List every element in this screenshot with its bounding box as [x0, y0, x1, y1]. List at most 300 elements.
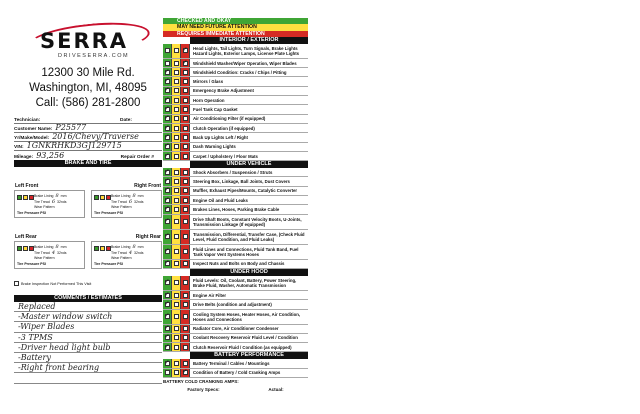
- status-checkbox-red[interactable]: [181, 343, 190, 351]
- check-mark-icon: ✓: [164, 343, 170, 350]
- checkbox-square: [165, 61, 170, 66]
- right-front-box: [91, 190, 162, 218]
- vehicle-info-form: [14, 115, 162, 160]
- status-checkbox-green[interactable]: [163, 44, 172, 58]
- status-checkbox-green[interactable]: [163, 177, 172, 185]
- checkbox-square: [174, 79, 179, 84]
- logo-url: DRIVESERRA.COM: [58, 53, 130, 59]
- 32nds-unit: 32nds: [57, 251, 67, 255]
- status-checkbox-green[interactable]: [163, 196, 172, 204]
- check-mark-icon: ✓: [164, 360, 170, 367]
- status-checkbox-yellow[interactable]: [172, 44, 181, 58]
- checklist-item-label: Condition of Battery / Cold Cranking Amps: [193, 370, 281, 376]
- lf-status-squares: [17, 195, 34, 200]
- status-yellow[interactable]: [100, 195, 105, 200]
- status-checkbox-green[interactable]: [163, 310, 172, 324]
- repair-order-label: Repair Order #: [120, 155, 154, 160]
- check-mark-icon: ✓: [164, 115, 170, 122]
- check-mark-icon: ✓: [164, 218, 170, 225]
- check-mark-icon: ✓: [164, 124, 170, 131]
- tread-label: Tire Tread: [111, 200, 127, 204]
- lr-status-squares: [17, 246, 34, 251]
- status-checkbox-red[interactable]: [181, 124, 190, 132]
- status-checkbox-yellow[interactable]: [172, 133, 181, 141]
- status-checkbox-red[interactable]: [181, 325, 190, 333]
- status-checkbox-yellow[interactable]: [172, 77, 181, 85]
- checkbox-square: [183, 361, 188, 366]
- status-checkbox-green[interactable]: [163, 276, 172, 290]
- status-checkbox-yellow[interactable]: [172, 325, 181, 333]
- checkbox-square: [174, 61, 179, 66]
- check-mark-icon: ✓: [164, 334, 170, 341]
- status-boxes: [163, 310, 190, 324]
- checklist-item: [163, 124, 308, 133]
- vin-label: VIN:: [14, 145, 24, 150]
- legend-red: REQUIRES IMMEDIATE ATTENTION: [163, 31, 308, 37]
- left-front-box: [14, 190, 85, 218]
- lr-psi-label: Tire Pressure PSI: [17, 262, 46, 266]
- checklist-item-label: Inspect Nuts and Bolts on Body and Chassis: [193, 261, 285, 267]
- checkbox-square: [183, 79, 188, 84]
- check-mark-icon: ✓: [164, 168, 170, 175]
- checkbox-square: [174, 293, 179, 298]
- check-mark-icon: ✓: [164, 178, 170, 185]
- check-mark-icon: ✓: [164, 325, 170, 332]
- rf-status-squares: [94, 195, 111, 200]
- checkbox-square: [183, 135, 188, 140]
- checklist-item-label: Mirrors / Glass: [193, 79, 224, 85]
- status-checkbox-red[interactable]: [181, 215, 190, 229]
- left-rear-box: [14, 241, 85, 269]
- checklist-item: [163, 325, 308, 334]
- status-checkbox-red[interactable]: [181, 152, 190, 160]
- status-checkbox-red[interactable]: [181, 291, 190, 299]
- status-checkbox-red[interactable]: [181, 133, 190, 141]
- checklist-item-label: Engine Oil and Fluid Leaks: [193, 197, 248, 203]
- wear-label: Wear Pattern: [34, 256, 55, 260]
- comment-line: [14, 373, 162, 383]
- status-checkbox-yellow[interactable]: [172, 168, 181, 176]
- status-checkbox-yellow[interactable]: [172, 152, 181, 160]
- checkbox-square: [174, 302, 179, 307]
- check-mark-icon: ✓: [164, 87, 170, 94]
- checkbox-square: [183, 170, 188, 175]
- status-boxes: [163, 291, 190, 299]
- checkbox-square: [174, 135, 179, 140]
- status-checkbox-red[interactable]: [181, 205, 190, 213]
- check-mark-icon: ✓: [164, 205, 170, 212]
- comment-line: -Wiper Blades: [14, 322, 162, 332]
- status-boxes: [163, 215, 190, 229]
- status-checkbox-green[interactable]: [163, 124, 172, 132]
- 32nds-unit: 32nds: [134, 200, 144, 204]
- status-boxes: [163, 124, 190, 132]
- check-mark-icon: ✓: [164, 313, 170, 320]
- checklist-item-label: Cooling System Hoses, Heater Hoses, Air Condition, Hoses and Connections: [193, 311, 301, 322]
- status-checkbox-yellow[interactable]: [172, 359, 181, 367]
- checklist-item-label: Fuel Tank Cap Gasket: [193, 107, 238, 113]
- checklist-sections: [163, 37, 308, 378]
- checkbox-square: [183, 107, 188, 112]
- status-checkbox-red[interactable]: [181, 143, 190, 151]
- status-checkbox-red[interactable]: [181, 177, 190, 185]
- front-tire-boxes: [14, 190, 162, 218]
- checklist-item-label: Drive Belts (condition and adjustment): [193, 301, 272, 307]
- check-mark-icon: ✓: [164, 291, 170, 298]
- status-checkbox-green[interactable]: [163, 369, 172, 377]
- status-checkbox-red[interactable]: [181, 68, 190, 76]
- wear-label: Wear Pattern: [111, 205, 132, 209]
- logo-wordmark: SERRA: [40, 29, 129, 53]
- status-checkbox-yellow[interactable]: [172, 230, 181, 244]
- status-checkbox-red[interactable]: [181, 310, 190, 324]
- checkbox-square: [174, 326, 179, 331]
- rr-tread-value: 4: [128, 250, 133, 256]
- checklist-item: [163, 177, 308, 186]
- status-green[interactable]: [17, 195, 22, 200]
- lining-label: Brake Lining: [34, 245, 54, 249]
- mileage-row: [14, 151, 162, 160]
- comment-line: -Right front bearing: [14, 363, 162, 373]
- comments-header: COMMENTS / ESTIMATES: [14, 295, 162, 302]
- status-checkbox-red[interactable]: [181, 276, 190, 290]
- checklist-item-label: Drive Shaft Boots, Constant Velocity Boots, U-Joints, Transmission Linkage (If equipped): [193, 216, 302, 227]
- status-boxes: [163, 68, 190, 76]
- customer-label: Customer Name:: [14, 127, 53, 132]
- checkbox-square: [183, 144, 188, 149]
- status-boxes: [163, 44, 190, 58]
- status-checkbox-green[interactable]: [163, 77, 172, 85]
- status-checkbox-green[interactable]: [163, 300, 172, 308]
- tread-label: Tire Tread: [34, 200, 50, 204]
- check-mark-icon: ✓: [164, 260, 170, 267]
- section-header: UNDER VEHICLE: [190, 161, 308, 168]
- checklist-item: [163, 300, 308, 309]
- vin-value: 1GNKRHKD3GJ129715: [26, 141, 122, 150]
- status-checkbox-red[interactable]: [181, 77, 190, 85]
- status-boxes: [163, 334, 190, 342]
- status-checkbox-yellow[interactable]: [172, 260, 181, 268]
- checkbox-square: [183, 188, 188, 193]
- rr-wear-row: [111, 256, 132, 260]
- status-checkbox-yellow[interactable]: [172, 291, 181, 299]
- rr-lining-value: 8: [132, 244, 136, 250]
- status-boxes: [163, 205, 190, 213]
- left-front-label: Left Front: [15, 183, 39, 189]
- check-mark-icon: ✓: [164, 300, 170, 307]
- actual-label: Actual:: [268, 387, 284, 393]
- checkbox-square: [174, 335, 179, 340]
- checkbox-square: [183, 302, 188, 307]
- check-mark-icon: ✓: [164, 248, 170, 255]
- rr-status-squares: [94, 246, 111, 251]
- mm-unit: mm: [60, 245, 67, 249]
- checklist-item-label: Horn Operation: [193, 97, 225, 103]
- legend-green: CHECKED AND OKAY: [163, 18, 308, 24]
- rf-psi-label: Tire Pressure PSI: [94, 211, 123, 215]
- checklist-item: [163, 59, 308, 68]
- status-boxes: [163, 133, 190, 141]
- cca-label: BATTERY COLD CRANKING AMPS:: [163, 379, 239, 385]
- dealer-address: [14, 66, 162, 111]
- check-mark-icon: ✓: [164, 78, 170, 85]
- status-checkbox-yellow[interactable]: [172, 205, 181, 213]
- status-checkbox-green[interactable]: [163, 133, 172, 141]
- tread-label: Tire Tread: [34, 251, 50, 255]
- lf-wear-row: [34, 205, 55, 209]
- checklist-item: [163, 215, 308, 230]
- checklist-item-label: Transmission, Differential, Transfer Case, (Check Fluid Level, Fluid Condition, and Fluid Leaks): [193, 231, 305, 242]
- checkbox-square: [174, 144, 179, 149]
- checklist-item-label: Engine Air Filter: [193, 292, 227, 298]
- status-boxes: [163, 196, 190, 204]
- status-checkbox-yellow[interactable]: [172, 215, 181, 229]
- status-checkbox-red[interactable]: [181, 245, 190, 259]
- status-checkbox-green[interactable]: [163, 245, 172, 259]
- checkbox-square: [174, 370, 179, 375]
- status-checkbox-green[interactable]: [163, 205, 172, 213]
- legend-yellow: MAY NEED FUTURE ATTENTION: [163, 24, 308, 30]
- status-checkbox-yellow[interactable]: [172, 300, 181, 308]
- checklist-item: [163, 68, 308, 77]
- status-checkbox-green[interactable]: [163, 343, 172, 351]
- status-checkbox-yellow[interactable]: [172, 276, 181, 290]
- check-mark-icon: ✓: [164, 196, 170, 203]
- factory-specs-label: Factory Specs:: [187, 387, 220, 393]
- status-checkbox-green[interactable]: [163, 168, 172, 176]
- checklist-item-label: Radiator Core, Air Conditioner Condenser: [193, 326, 279, 332]
- status-checkbox-yellow[interactable]: [172, 369, 181, 377]
- status-checkbox-red[interactable]: [181, 105, 190, 113]
- checkbox-square: [183, 116, 188, 121]
- status-checkbox-yellow[interactable]: [172, 196, 181, 204]
- status-checkbox-green[interactable]: [163, 105, 172, 113]
- left-rear-label: Left Rear: [15, 234, 37, 240]
- status-checkbox-red[interactable]: [181, 334, 190, 342]
- status-checkbox-red[interactable]: [181, 59, 190, 67]
- brake-not-performed-checkbox[interactable]: [14, 281, 19, 286]
- checklist-item: [163, 96, 308, 105]
- checkbox-square: [174, 126, 179, 131]
- status-checkbox-red[interactable]: [181, 196, 190, 204]
- status-checkbox-red[interactable]: [181, 369, 190, 377]
- checkbox-square: [183, 326, 188, 331]
- check-mark-icon: ✓: [164, 68, 170, 75]
- status-boxes: [163, 359, 190, 367]
- lining-label: Brake Lining: [111, 194, 131, 198]
- checkbox-square: [183, 198, 188, 203]
- comment-line: Replaced: [14, 302, 162, 312]
- checklist-item-label: Head Lights, Tail Lights, Turn Signals, Brake Lights Hazard Lights, Exterior Lamps, License Plate Lights: [193, 45, 300, 56]
- status-boxes: [163, 177, 190, 185]
- status-checkbox-green[interactable]: [163, 230, 172, 244]
- status-yellow[interactable]: [23, 246, 28, 251]
- checkbox-square: [183, 280, 188, 285]
- status-checkbox-yellow[interactable]: [172, 59, 181, 67]
- checklist-item: [163, 168, 308, 177]
- mileage-label: Mileage:: [14, 155, 34, 160]
- status-checkbox-green[interactable]: [163, 359, 172, 367]
- status-checkbox-yellow[interactable]: [172, 143, 181, 151]
- checklist-item-label: Battery Terminal / Cables / Mountings: [193, 361, 270, 367]
- check-mark-icon: ✓: [164, 279, 170, 286]
- checkbox-square: [165, 370, 170, 375]
- status-green[interactable]: [94, 246, 99, 251]
- status-checkbox-yellow[interactable]: [172, 177, 181, 185]
- checklist-item-label: Carpet / Upholstery / Floor Mats: [193, 153, 258, 159]
- check-mark-icon: ✓: [182, 47, 188, 54]
- wear-label: Wear Pattern: [111, 256, 132, 260]
- right-rear-box: [91, 241, 162, 269]
- status-checkbox-green[interactable]: [163, 325, 172, 333]
- mm-unit: mm: [137, 194, 144, 198]
- checklist-item-label: Clutch Reservoir Fluid / Condition (as equipped): [193, 344, 292, 350]
- inspection-checklist: [163, 18, 308, 404]
- status-checkbox-red[interactable]: [181, 359, 190, 367]
- status-checkbox-yellow[interactable]: [172, 68, 181, 76]
- status-boxes: [163, 276, 190, 290]
- checklist-item-label: Windshield Condition: Cracks / Chips / Pitting: [193, 69, 287, 75]
- status-checkbox-green[interactable]: [163, 187, 172, 195]
- status-checkbox-red[interactable]: [181, 300, 190, 308]
- status-checkbox-yellow[interactable]: [172, 124, 181, 132]
- checklist-item-label: Clutch Operation (if equipped): [193, 125, 255, 131]
- status-checkbox-yellow[interactable]: [172, 115, 181, 123]
- front-wheel-labels: [14, 183, 162, 189]
- status-boxes: [163, 143, 190, 151]
- checkbox-square: [174, 170, 179, 175]
- status-checkbox-green[interactable]: [163, 59, 172, 67]
- checkbox-square: [183, 249, 188, 254]
- checklist-item: [163, 334, 308, 343]
- checklist-item: [163, 260, 308, 269]
- lining-label: Brake Lining: [34, 194, 54, 198]
- status-boxes: [163, 105, 190, 113]
- vehicle-value: 2016/Chevy/Traverse: [52, 132, 139, 141]
- status-checkbox-yellow[interactable]: [172, 96, 181, 104]
- checklist-item: [163, 77, 308, 86]
- vin-row: [14, 142, 162, 151]
- status-checkbox-red[interactable]: [181, 168, 190, 176]
- checkbox-square: [183, 293, 188, 298]
- status-boxes: [163, 152, 190, 160]
- checkbox-square: [174, 154, 179, 159]
- checkbox-square: [183, 88, 188, 93]
- right-front-label: Right Front: [134, 183, 161, 189]
- status-checkbox-yellow[interactable]: [172, 310, 181, 324]
- status-boxes: [163, 245, 190, 259]
- phone-number: Call: (586) 281-2800: [35, 97, 141, 109]
- checkbox-square: [183, 70, 188, 75]
- status-checkbox-green[interactable]: [163, 68, 172, 76]
- checklist-item-label: Fluid Lines and Connections, Fluid Tank Band, Fuel Tank Vapor Vent Systems Hoses: [193, 246, 299, 257]
- status-checkbox-green[interactable]: [163, 260, 172, 268]
- checklist-item: [163, 230, 308, 245]
- checkbox-square: [174, 361, 179, 366]
- status-checkbox-green[interactable]: [163, 291, 172, 299]
- status-boxes: [163, 59, 190, 67]
- checkbox-square: [183, 154, 188, 159]
- status-yellow[interactable]: [23, 195, 28, 200]
- checklist-item-label: Coolant Recovery Reservoir Fluid Level / Condition: [193, 335, 298, 341]
- status-checkbox-red[interactable]: [181, 87, 190, 95]
- checkbox-square: [174, 234, 179, 239]
- address-line-2: Washington, MI, 48095: [29, 82, 147, 94]
- check-mark-icon: ✓: [182, 59, 188, 66]
- checkbox-square: [174, 188, 179, 193]
- status-checkbox-red[interactable]: [181, 44, 190, 58]
- right-rear-label: Right Rear: [135, 234, 161, 240]
- status-checkbox-green[interactable]: [163, 87, 172, 95]
- status-checkbox-red[interactable]: [181, 96, 190, 104]
- section-header: UNDER HOOD: [190, 269, 308, 276]
- 32nds-unit: 32nds: [57, 200, 67, 204]
- status-boxes: [163, 230, 190, 244]
- status-green[interactable]: [17, 246, 22, 251]
- brake-not-performed: [14, 281, 162, 286]
- status-checkbox-yellow[interactable]: [172, 87, 181, 95]
- technician-row: [14, 115, 162, 124]
- checkbox-square: [183, 234, 188, 239]
- status-green[interactable]: [94, 195, 99, 200]
- status-checkbox-yellow[interactable]: [172, 245, 181, 259]
- status-boxes: [163, 168, 190, 176]
- check-mark-icon: ✓: [164, 143, 170, 150]
- lf-tread-value: 6: [51, 199, 56, 205]
- status-yellow[interactable]: [100, 246, 105, 251]
- checkbox-square: [174, 98, 179, 103]
- checklist-item: [163, 359, 308, 368]
- status-checkbox-green[interactable]: [163, 215, 172, 229]
- status-checkbox-yellow[interactable]: [172, 187, 181, 195]
- status-checkbox-yellow[interactable]: [172, 343, 181, 351]
- status-checkbox-green[interactable]: [163, 96, 172, 104]
- checklist-item: [163, 133, 308, 142]
- customer-value: P25577: [55, 123, 87, 132]
- status-checkbox-yellow[interactable]: [172, 334, 181, 342]
- rf-lining-value: 8: [132, 193, 136, 199]
- checklist-item: [163, 205, 308, 214]
- checklist-item-label: Muffler, Exhaust Pipes/Mounts, Catalytic Converter: [193, 188, 298, 194]
- vehicle-label: Yr/Make/Model:: [14, 136, 50, 141]
- status-checkbox-yellow[interactable]: [172, 105, 181, 113]
- checklist-item-label: Shock Absorbers / Suspension / Struts: [193, 169, 273, 175]
- technician-label: Technician:: [14, 118, 41, 123]
- status-checkbox-green[interactable]: [163, 334, 172, 342]
- status-checkbox-green[interactable]: [163, 115, 172, 123]
- mileage-value: 93,256: [36, 151, 65, 160]
- check-mark-icon: ✓: [164, 133, 170, 140]
- comments-list: [14, 302, 162, 384]
- cca-values: [163, 386, 308, 394]
- checkbox-square: [183, 126, 188, 131]
- check-mark-icon: ✓: [164, 106, 170, 113]
- wear-label: Wear Pattern: [34, 205, 55, 209]
- tread-label: Tire Tread: [111, 251, 127, 255]
- status-checkbox-red[interactable]: [181, 187, 190, 195]
- status-checkbox-red[interactable]: [181, 230, 190, 244]
- rr-psi-label: Tire Pressure PSI: [94, 262, 123, 266]
- status-checkbox-green[interactable]: [163, 152, 172, 160]
- status-checkbox-red[interactable]: [181, 260, 190, 268]
- checkbox-square: [174, 48, 179, 53]
- check-mark-icon: ✓: [182, 369, 188, 376]
- status-checkbox-green[interactable]: [163, 143, 172, 151]
- checklist-item-label: Dash Warning Lights: [193, 144, 236, 150]
- section-header: INTERIOR / EXTERIOR: [190, 37, 308, 44]
- status-checkbox-red[interactable]: [181, 115, 190, 123]
- mm-unit: mm: [137, 245, 144, 249]
